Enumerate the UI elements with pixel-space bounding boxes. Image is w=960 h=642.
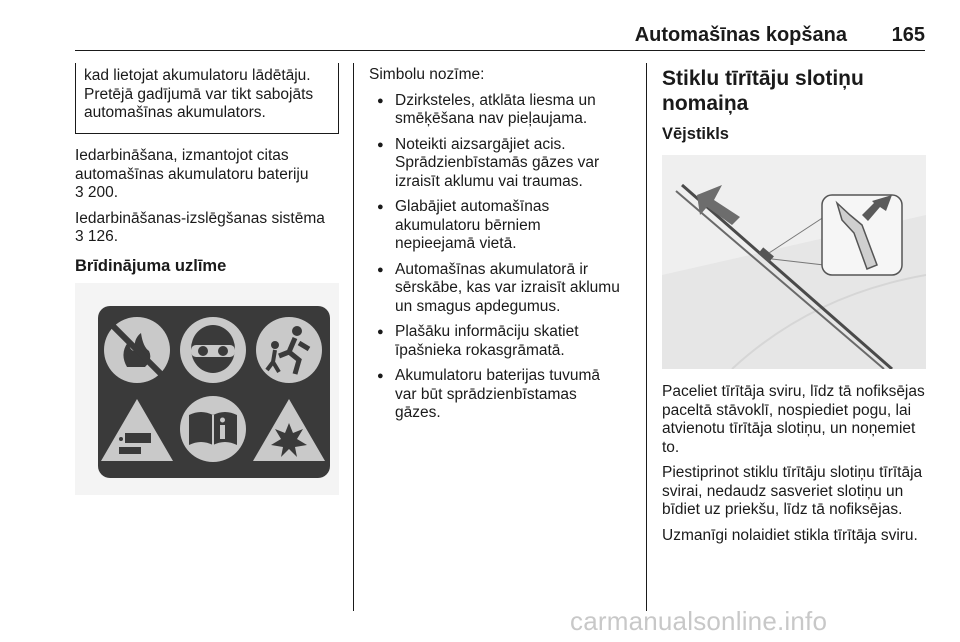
left-column-text xyxy=(75,147,345,275)
text-line: smēķēšana nav pieļaujama. xyxy=(395,110,588,127)
read-manual-icon xyxy=(180,396,246,462)
note-line: automašīnas akumulators. xyxy=(84,104,266,121)
watermark: carmanualsonline.info xyxy=(570,606,828,636)
header-title: Automašīnas kopšana xyxy=(634,24,847,46)
text-line: Piestiprinot stiklu tīrītāju slotiņu tīrītāja xyxy=(662,464,923,481)
text-line: un smagus apdegumus. xyxy=(395,297,561,315)
cross-reference-paragraph[interactable] xyxy=(75,147,345,203)
list-item xyxy=(369,367,641,423)
column-divider-2 xyxy=(646,63,647,611)
section-heading xyxy=(662,66,926,116)
text-line: paceltā stāvoklī, nospiediet pogu, lai xyxy=(662,401,912,419)
no-flame-icon xyxy=(104,317,170,383)
text-line: ● Automašīnas akumulatorā ir xyxy=(395,260,588,278)
text-line: Paceliet tīrītāja sviru, līdz tā nofiksējas xyxy=(662,383,925,400)
warning-label-graphic xyxy=(75,283,339,495)
symbol-intro: Simbolu nozīme: xyxy=(369,66,485,83)
text-line: Sprādzienbīstamās gāzes var xyxy=(395,154,600,171)
section-subheading: Brīdinājuma uzlīme xyxy=(75,256,227,275)
right-column-text xyxy=(662,383,930,552)
subsection-heading: Vējstikls xyxy=(662,125,729,143)
page-number: 165 xyxy=(891,24,925,46)
list-item xyxy=(369,92,641,129)
text-line: akumulatoru bērniem xyxy=(395,216,541,234)
note-line: Pretējā gadījumā var tikt sabojāts xyxy=(84,85,314,103)
text-line: ● Dzirksteles, atklāta liesma un xyxy=(395,91,596,109)
symbol-meaning-list xyxy=(369,92,641,423)
note-box xyxy=(75,63,339,134)
instruction-paragraph xyxy=(662,383,930,457)
eye-protection-icon xyxy=(180,317,246,383)
list-item xyxy=(369,261,641,317)
middle-column xyxy=(369,66,641,430)
text-line: izraisīt aklumu vai traumas. xyxy=(395,172,583,190)
instruction-paragraph xyxy=(662,464,930,520)
list-item xyxy=(369,136,641,192)
text-line: var būt sprādzienbīstamas xyxy=(395,385,577,403)
text-line: ● Akumulatoru baterijas tuvumā xyxy=(395,367,601,384)
text-line: ● Plašāku informāciju skatiet xyxy=(395,323,579,340)
note-line: kad lietojat akumulatoru lādētāju. xyxy=(84,67,311,84)
text-line: ● Noteikti aizsargājiet acis. xyxy=(395,135,566,153)
text-line: Uzmanīgi nolaidiet stikla tīrītāja sviru. xyxy=(662,526,918,544)
page-reference: 3 200. xyxy=(75,184,119,201)
text-line: nepieejamā vietā. xyxy=(395,235,517,252)
text-line: ● Glabājiet automašīnas xyxy=(395,198,550,215)
text-line: bīdiet uz priekšu, līdz tā nofiksējas. xyxy=(662,501,903,518)
text-line: Iedarbināšanas-izslēgšanas sistēma xyxy=(75,209,325,227)
text-line: svirai, nedaudz sasveriet slotiņu un xyxy=(662,482,904,500)
text-line: to. xyxy=(662,438,680,456)
heading-line: nomaiņa xyxy=(662,92,749,115)
list-item xyxy=(369,198,641,254)
page-header xyxy=(75,22,925,51)
cross-reference-paragraph[interactable] xyxy=(75,210,345,247)
text-line: īpašnieka rokasgrāmatā. xyxy=(395,341,565,359)
text-line: automašīnas akumulatoru bateriju xyxy=(75,165,309,183)
battery-warning-label xyxy=(75,283,339,500)
column-divider-1 xyxy=(353,63,354,611)
list-item xyxy=(369,323,641,360)
text-line: gāzes. xyxy=(395,404,441,421)
right-column-head xyxy=(662,66,926,144)
text-line: sērskābe, kas var izraisīt aklumu xyxy=(395,279,620,296)
page-reference: 3 126. xyxy=(75,228,119,245)
keep-children-away-icon xyxy=(256,317,322,383)
instruction-paragraph xyxy=(662,527,930,546)
text-line: atvienotu tīrītāja slotiņu, un noņemiet xyxy=(662,420,916,437)
wiper-illustration xyxy=(662,155,926,374)
text-line: Iedarbināšana, izmantojot citas xyxy=(75,147,289,164)
wiper-blade-graphic xyxy=(662,155,926,369)
heading-line: Stiklu tīrītāju slotiņu xyxy=(662,67,864,90)
